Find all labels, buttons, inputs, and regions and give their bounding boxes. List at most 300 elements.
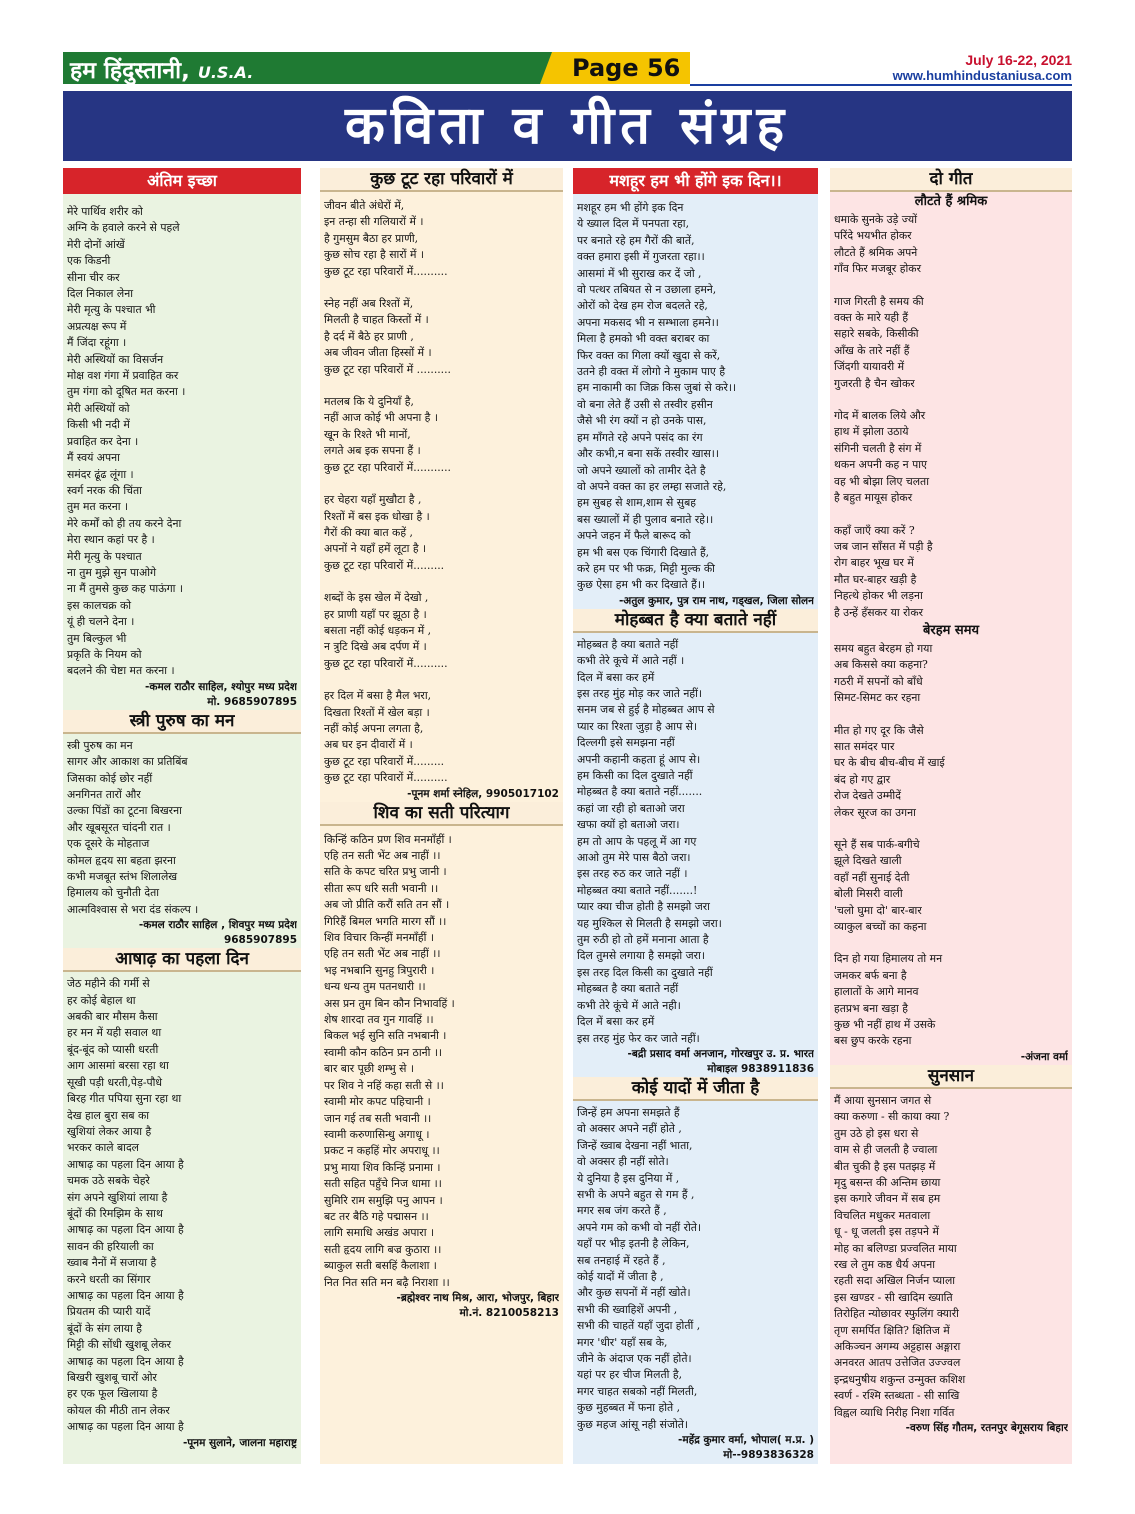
poem-line: लेकर सूरज का उगना <box>834 805 916 819</box>
poem-line: अपनी कहानी कहता हूं आप से। <box>577 752 701 766</box>
poem-line: अनगिनत तारों और <box>67 788 141 801</box>
poem-line: पर शिव ने नहिं कहा सती से ।। <box>324 1078 444 1092</box>
poem-line: बिखरी खुशबू चारों ओर <box>67 1371 157 1384</box>
poem-line: करे हम पर भी फक्र, मिट्टी मुल्क की <box>577 561 715 575</box>
poem-line: स्वर्ण - रश्मि स्तब्धता - सी साखि <box>834 1389 960 1403</box>
poem-line: उतने ही वक्त में लोगो ने मुकाम पाए है <box>577 365 726 379</box>
poem-line: न त्रुटि दिखे अब दर्पण में । <box>324 640 427 654</box>
poem-line: इस कालचक्र को <box>67 598 132 612</box>
poem-line: स्वामी मोर कपट पहिचानी । <box>324 1095 431 1109</box>
poem-line: मोहब्बत है क्या बताते नहीं <box>577 982 679 996</box>
poem-line: अपने गम को कभी वो नहीं रोते। <box>577 1220 702 1234</box>
poem-line: कुछ टूट रहा परिवारों में......... <box>324 558 445 572</box>
poem-line: कुछ टूट रहा परिवारों में.......... <box>324 656 448 670</box>
poem-line: प्यार क्या चीज होती है समझो जरा <box>577 900 710 914</box>
poem-line: अग्नि के हवाले करने से पहले <box>67 221 180 235</box>
poem-line: अब किससे क्या कहना? <box>834 658 928 672</box>
poem-line: स्वामी कौन कठिन प्रन ठानी ।। <box>324 1045 443 1059</box>
poem-line: प्रभु माया शिव किन्हिं प्रनामा । <box>324 1160 441 1174</box>
poem-body <box>67 204 297 680</box>
poem-line: इस तरह रुठ कर जाते नहीं । <box>577 867 688 881</box>
poem-line: इस कगारे जीवन में सब हम <box>834 1192 941 1206</box>
poem-line: विह्वल व्याधि निरीह निशा गर्वित <box>834 1405 955 1419</box>
section-title: दो गीत <box>830 168 1072 192</box>
poem-line: तुम बिल्कुल भी <box>67 631 127 645</box>
poem-line: सूखी पड़ी धरती,पेड़-पौधे <box>67 1075 163 1089</box>
poem-line: दिल में बसा कर हमें <box>577 1015 655 1029</box>
poem-line: खुशियां लेकर आया है <box>67 1124 152 1138</box>
poem-line: शेष शारदा तव गुन गावहिं ।। <box>324 1013 434 1027</box>
poem-line: इस खण्डर - सी खादिम ख्याति <box>834 1290 953 1304</box>
poem-line: हम किसी का दिल दुखाते नहीं <box>577 769 693 782</box>
poem-line: गिरिहैं बिमल भगति मारग सौं ।। <box>324 914 447 928</box>
poem-line: मैं आया सुनसान जगत से <box>834 1093 932 1107</box>
poem-line: एक दूसरे के मोहताज <box>67 837 150 851</box>
poem-line: हाथ में झोला उठाये <box>834 425 909 439</box>
poem-line: जान गई तब सती भवानी ।। <box>324 1111 432 1125</box>
poem-line: यूं ही चलने देना । <box>67 615 135 629</box>
poem-line: कहाँ जाएँ क्या करें ? <box>834 523 915 537</box>
poem-line: कुछ टूट रहा परिवारों में .......... <box>324 362 451 376</box>
poem-line: सती हृदय लागि बज्र कुठारा ।। <box>324 1242 442 1256</box>
poem-line: सभी के अपने बहुत से गम हैं , <box>577 1187 695 1201</box>
poem-line: हतप्रभ बना खड़ा है <box>834 1001 909 1015</box>
poem-line: और कुछ सपनों में नहीं खोते। <box>577 1286 691 1300</box>
poem-line: स्वर्ग नरक की चिंता <box>67 483 142 497</box>
section-banner: कविता व गीत संग्रह <box>63 91 1072 161</box>
column-1 <box>63 168 301 1464</box>
poem-credit: -महेंद्र कुमार वर्मा, भोपाल( म.प्र. ) <box>678 1434 814 1447</box>
poem-line: वाम से ही जलती है ज्वाला <box>834 1143 938 1157</box>
poem-body <box>577 1105 814 1433</box>
poem-title: मशहूर हम भी होंगे इक दिन।। <box>573 168 818 194</box>
poem-line: परिंदे भयभीत होकर <box>834 229 912 243</box>
poem-phone: 9685907895 <box>223 934 297 947</box>
poem-line: मगर चाहत सबको नहीं मिलती, <box>577 1384 698 1398</box>
poem-line: हर एक फूल खिलाया है <box>67 1387 158 1401</box>
poem-line: एहि तन सती भेंट अब नाहीं ।। <box>324 947 441 961</box>
poem-line: कुछ सोच रहा है सारों में । <box>324 248 424 262</box>
poem-body <box>834 212 1068 621</box>
poem-line: वक्त हमारा इसी में गुजरता रहा।। <box>577 250 705 264</box>
poem-line: सागर और आकाश का प्रतिबिंब <box>67 755 188 769</box>
poem-line: शब्दों के इस खेल में देखो , <box>324 591 429 605</box>
poem-line: लागि समाधि अखंड अपारा । <box>324 1226 435 1240</box>
poem-line: यहाँ पर भीड़ इतनी है लेकिन, <box>577 1237 690 1251</box>
poem-line: इस तरह मुंह मोड़ कर जाते नहीं। <box>577 686 702 700</box>
poem-line: ये दुनिया है इस दुनिया में , <box>577 1171 680 1185</box>
poem-line: धमाके सुनके उड़े ज्यों <box>834 213 917 226</box>
poem-line: समंदर ढूंढ लूंगा । <box>67 467 134 481</box>
poem-line: है दर्द में बैठे हर प्राणी , <box>324 329 414 343</box>
poem-line: वो अपने वक्त का हर लम्हा सजाते रहे, <box>577 479 727 493</box>
poem-line: निहत्थे होकर भी लड़ना <box>834 589 923 603</box>
poem-line: समय बहुत बेरहम हो गया <box>834 641 933 655</box>
poem-line: मोहब्बत है क्या बताते नहीं....... <box>577 785 703 799</box>
poem-line: जब जान साँसत में पड़ी है <box>834 539 933 553</box>
column-2 <box>320 168 563 1464</box>
poem-title: सुनसान <box>830 1065 1072 1089</box>
poem-line: खफा क्यों हो बताओ जरा। <box>577 818 680 832</box>
poem-line: सुमिरि राम समुझि पनु आपन । <box>324 1193 443 1207</box>
poem-line: किसी भी नदी में <box>67 418 130 432</box>
poem-line: है बहुत मायूस होकर <box>834 491 913 505</box>
poem-line: सभी की चाहतें यहाँ जुदा होतीं , <box>577 1319 701 1333</box>
poem-line: अप्रत्यक्ष रूप में <box>67 319 127 333</box>
poem-line: भइ नभबानि सुनहु त्रिपुरारी । <box>324 963 435 977</box>
poem-line: मेरी मृत्यु के पश्चात <box>67 549 142 563</box>
poem-line: आग आसमां बरसा रहा था <box>67 1059 169 1073</box>
poem-title: स्त्री पुरुष का मन <box>63 710 301 734</box>
poem-line: कोयल की मीठी तान लेकर <box>67 1403 170 1417</box>
poem-line: लगते अब इक सपना हैं । <box>324 444 421 458</box>
poem-line: अब जीवन जीता हिस्सों में । <box>324 346 432 360</box>
poem-body <box>834 641 1068 1050</box>
stanza-gap <box>324 574 559 590</box>
poem-line: दिल तुमसे लगाया है समझो जरा। <box>577 949 705 963</box>
poem-line: चमक उठे सबके चेहरे <box>67 1174 150 1188</box>
poem-title: कुछ टूट रहा परिवारों में <box>320 168 563 192</box>
poem-line: और खूबसूरत चांदनी रात । <box>67 820 171 834</box>
poem-line: सीना चीर कर <box>67 270 120 284</box>
poem-line: मेरी दोनों आंखें <box>67 237 125 251</box>
poem-line: प्रवाहित कर देना । <box>67 434 139 448</box>
poem-line: तृण समर्पित क्षिति? क्षितिज में <box>834 1323 950 1337</box>
poem-line: प्यार का रिश्ता जुड़ा है आप से। <box>577 719 698 733</box>
poem-line: सूने हैं सब पार्क-बगीचे <box>834 838 920 851</box>
poem-line: ओरों को देख हम रोज बदलते रहे, <box>577 299 708 313</box>
poem-line: इस तरह मुंह फेर कर जाते नहीं। <box>577 1031 700 1045</box>
poem-line: गाँव फिर मजबूर होकर <box>834 262 921 276</box>
poem-body <box>324 198 559 787</box>
poem-line: रोज देखते उम्मीदें <box>834 789 901 803</box>
poem-line: अबकी बार मौसम कैसा <box>67 1010 158 1024</box>
poem-credit: -अंजना वर्मा <box>1020 1050 1068 1063</box>
poem-body <box>577 200 814 594</box>
poem-line: वो अक्सर अपने नहीं होते , <box>577 1122 682 1136</box>
poem-line: रोग बाहर भूख घर में <box>834 556 914 570</box>
poem-line: इन्द्रधनुषीय शकुन्त उन्मुक्त कशिश <box>834 1372 966 1386</box>
poem-line: मेरा स्थान कहां पर है । <box>67 533 155 547</box>
poem-line: मोहब्बत है क्या बताते नहीं <box>577 637 679 651</box>
poem-line: आसमां में भी सुराख कर दें जो , <box>577 266 702 280</box>
poem-line: बसता नहीं कोई धड़कन में , <box>324 623 432 637</box>
poem-line: लौटते हैं श्रमिक अपने <box>834 245 918 259</box>
poem-line: जीने के अंदाज एक नहीं होते। <box>577 1352 692 1365</box>
poem-line: अब घर इन दीवारों में । <box>324 738 413 752</box>
poem-line: सावन की हरियाली का <box>67 1239 154 1253</box>
poem-line: अनवरत आतप उत्तेजित उज्ज्वल <box>834 1356 961 1370</box>
column-3 <box>573 168 818 1464</box>
poem-title: आषाढ़ का पहला दिन <box>63 948 301 972</box>
poem-line: रहती सदा अखिल निर्जन प्याला <box>834 1274 956 1288</box>
poem-line: स्नेह नहीं अब रिश्तों में, <box>324 297 414 311</box>
poem-line: कभी तेरे कूचे में आते नहीं । <box>577 654 685 668</box>
poem-line: स्वामी करुणासिन्धु अगाधू । <box>324 1127 430 1141</box>
stanza-gap <box>834 392 1068 408</box>
poem-line: हर प्राणी यहाँ पर झूठा है । <box>324 607 427 621</box>
poem-line: करने धरती का सिंगार <box>67 1272 151 1286</box>
poem-line: गुजरती है चैन खोकर <box>834 376 915 390</box>
poem-line: मौत घर-बाहर खड़ी है <box>834 572 917 586</box>
poem-line: मेरी अस्थियों का विसर्जन <box>67 352 164 366</box>
poem-line: ख्वाब नैनों में सजाया है <box>67 1256 157 1270</box>
poem-line: नहीं कोई अपना लगता है, <box>324 721 424 735</box>
poem-body <box>67 738 297 918</box>
poem-line: व्याकुल बच्चों का कहना <box>834 920 927 934</box>
poem-line: आषाढ़ का पहला दिन आया है <box>67 1157 184 1171</box>
poem-line: झूले दिखते खाली <box>834 854 902 868</box>
poem-line: हालातों के आगे मानव <box>834 985 919 999</box>
poem-line: सीता रूप धरि सती भवानी ।। <box>324 881 439 895</box>
poem-line: फिर वक्त का गिला क्यों खुदा से करें, <box>577 348 721 362</box>
poem-line: बिकल भई सुनि सति नभबानी । <box>324 1029 447 1043</box>
stanza-gap <box>834 278 1068 294</box>
poem-line: भरकर काले बादल <box>67 1141 140 1155</box>
poem-body <box>324 832 559 1291</box>
poem-line: बार बार पूछी शम्भु से । <box>324 1062 414 1076</box>
poem-line: थकन अपनी कह न पाए <box>834 458 927 472</box>
stanza-gap <box>324 476 559 492</box>
poem-line: एक किडनी <box>67 254 111 268</box>
poem-line: हर कोई बेहाल था <box>67 993 136 1007</box>
poem-line: मशहूर हम भी होंगे इक दिन <box>577 201 684 214</box>
poem-phone: मो.नं. 8210058213 <box>459 1306 559 1319</box>
poem-title: बेरहम समय <box>922 622 980 638</box>
website-link[interactable]: www.humhindustaniusa.com <box>892 68 1072 83</box>
poem-line: संगिनी चलती है संग में <box>834 441 922 455</box>
poem-line: रिश्तों में बस इक धोखा है । <box>324 509 430 523</box>
stanza-gap <box>834 707 1068 723</box>
poem-line: तुम गंगा को दूषित मत करना । <box>67 385 186 399</box>
poem-line: तुम उठे हो इस धरा से <box>834 1126 919 1140</box>
poem-line: तुम रुठी हो तो हमें मनाना आता है <box>577 933 709 947</box>
poem-line: मेरे कर्मों को ही तय करने देना <box>67 516 182 530</box>
poem-title: कोई यादों में जीता है <box>573 1077 818 1101</box>
poem-line: कुछ टूट रहा परिवारों में......... <box>324 754 445 768</box>
poem-line: रख ले तुम कष्ठ धैर्य अपना <box>834 1257 936 1271</box>
poem-phone: मो. 9685907895 <box>207 695 297 708</box>
poem-line: आषाढ़ का पहला दिन आया है <box>67 1354 184 1368</box>
poem-phone: मोबाइल 9838911836 <box>707 1062 814 1075</box>
poem-line: धन्य धन्य तुम पतनधारी ।। <box>324 980 426 994</box>
poem-line: मगर 'धीर' यहाँ सब के, <box>577 1335 668 1349</box>
poem-line: आषाढ़ का पहला दिन आया है <box>67 1288 184 1302</box>
poem-body <box>67 976 297 1435</box>
poem-credit: -ब्रह्मेश्वर नाथ मिश्र, आरा, भोजपुर, बिहार <box>396 1291 559 1304</box>
poem-line: कुछ ऐसा हम भी कर दिखाते हैं।। <box>577 578 706 592</box>
poem-line: सिमट-सिमट कर रहना <box>834 691 921 705</box>
poem-line: तिरोहित न्योछावर स्फुलिंग क्यारी <box>834 1307 959 1321</box>
brand-name: हम हिंदुस्तानी, <box>70 58 190 84</box>
stanza-gap <box>324 672 559 688</box>
poem-line: मोक्ष वश गंगा में प्रवाहित कर <box>67 369 179 383</box>
poem-credit: -कमल राठौर साहिल , शिवपुर मध्य प्रदेश <box>138 919 297 932</box>
poem-line: आषाढ़ का पहला दिन आया है <box>67 1420 184 1434</box>
poem-line: देख हाल बुरा सब का <box>67 1108 150 1122</box>
poem-line: मृदु बसन्त की अन्तिम छाया <box>834 1175 941 1189</box>
poem-line: हिमालय को चुनौती देता <box>67 886 160 900</box>
poem-line: सात समंदर पार <box>834 739 895 753</box>
poem-line: क्या करुणा - सी काया क्या ? <box>834 1110 950 1124</box>
poem-line: जिंदगी यायावरी में <box>834 360 905 374</box>
poem-line: जिन्हें ख्वाब देखना नहीं भाता, <box>577 1138 693 1152</box>
poem-line: जिन्हें हम अपना समझते हैं <box>577 1105 680 1119</box>
poem-line: है उन्हें हँसकर या रोकर <box>834 605 924 619</box>
poem-line: आओ तुम मेरे पास बैठो जरा। <box>577 851 691 865</box>
poem-line: बंद हो गए द्वार <box>834 772 891 786</box>
poem-line: जिसका कोई छोर नहीं <box>67 771 153 785</box>
poem-line: मेरी अस्थियों को <box>67 401 130 415</box>
poem-line: सब तनहाई में रहते हैं , <box>577 1253 666 1267</box>
poem-credit: -बद्री प्रसाद वर्मा अनजान, गोरखपुर उ. प्र. भारत <box>627 1047 814 1060</box>
poem-line: विचलित मधुकर मतवाला <box>834 1208 931 1222</box>
poem-line: एहि तन सती भेंट अब नाहीं ।। <box>324 849 441 862</box>
poem-line: अपना मकसद भी न सम्भाला हमने।। <box>577 315 719 329</box>
poem-line: हम भी बस एक चिंगारी दिखाते हैं, <box>577 545 710 559</box>
poem-line: दिखता रिश्तों में खेल बड़ा । <box>324 705 430 719</box>
poem-line: हम तो आप के पहलू में आ गए <box>577 834 697 848</box>
poem-line: वो बना लेते हैं उसी से तस्वीर हसीन <box>577 397 713 411</box>
poem-line: दिल में बसा कर हमें <box>577 670 655 684</box>
poem-line: बोली मिसरी वाली <box>834 887 903 901</box>
poem-line: अब जो प्रीति करौं सति तन सौं । <box>324 898 450 912</box>
poem-line: वो अक्सर ही नहीं सोते। <box>577 1155 669 1169</box>
poem-line: हम माँगते रहे अपने पसंद का रंग <box>577 430 703 444</box>
poem-line: गठरी में सपनों को बाँधे <box>834 674 923 688</box>
poem-line: हर चेहरा यहाँ मुखौटा है , <box>324 493 422 507</box>
poem-credit: -पूनम शर्मा स्नेहिल, 9905017102 <box>407 787 559 800</box>
stanza-gap <box>324 378 559 394</box>
poem-line: दिन हो गया हिमालय तो मन <box>834 952 943 966</box>
poem-line: कुछ टूट रहा परिवारों में........... <box>324 460 451 474</box>
poem-line: प्रकृति के नियम को <box>67 647 142 661</box>
poem-line: कहां जा रही हो बताओ जरा <box>577 801 685 815</box>
poem-line: कुछ मुहब्बत में फना होते , <box>577 1401 681 1415</box>
header-rule <box>690 84 1072 86</box>
poem-line: तुम मत करना । <box>67 500 129 514</box>
poem-line: दिल्लगी इसे समझना नहीं <box>577 736 675 750</box>
poem-line: वहाँ नहीं सुनाई देती <box>834 870 910 884</box>
poem-body <box>834 1093 1068 1421</box>
poem-line: पर बनाते रहे हम गैरों की बातें, <box>577 233 695 247</box>
poem-line: नित नित सति मन बढ़ै निराशा ।। <box>324 1275 450 1289</box>
poem-line: शिव विचार किन्हीं मनमाँहीं । <box>324 931 434 945</box>
poem-line: मैं स्वयं अपना <box>67 451 120 465</box>
poem-line: सहारे सबके, किसीकी <box>834 327 919 341</box>
poem-line: सती सहित पहुँचे निज धामा ।। <box>324 1177 442 1191</box>
poem-line: प्रकट न कहहिं मोर अपराधू ।। <box>324 1144 440 1158</box>
poem-line: ये ख्याल दिल में पनपता रहा, <box>577 217 690 231</box>
poem-line: उल्का पिंडों का टूटना बिखरना <box>67 804 182 818</box>
poem-line: कोमल हृदय सा बहता झरना <box>67 853 176 867</box>
poem-line: आषाढ़ का पहला दिन आया है <box>67 1223 184 1237</box>
poem-line: ब्याकुल सती बसहिं कैलाशा । <box>324 1259 437 1273</box>
poem-body <box>577 637 814 1047</box>
brand-suffix: U.S.A. <box>197 63 254 82</box>
poem-line: मोह का बलिण्डा प्रज्वलित माया <box>834 1241 957 1255</box>
poem-credit: -वरुण सिंह गौतम, रतनपुर बेगूसराय बिहार <box>905 1422 1068 1434</box>
poem-line: दिल निकाल लेना <box>67 287 134 301</box>
poem-line: मीत हो गए दूर कि जैसे <box>834 723 924 737</box>
poem-line: बूंद-बूंद को प्यासी धरती <box>67 1042 159 1056</box>
poem-line: वह भी बोझा लिए चलता <box>834 474 929 488</box>
poem-line: गैरों की क्या बात कहें , <box>324 525 413 539</box>
poem-line: अपने जहन में फैले बारूद को <box>577 529 691 543</box>
poem-line: गोद में बालक लिये और <box>834 409 926 423</box>
column-4 <box>830 168 1072 1464</box>
poem-line: बस ख्यालों में ही पुलाव बनाते रहे।। <box>577 512 714 526</box>
poem-line: यहां पर हर चीज मिलती है, <box>577 1368 683 1382</box>
poem-line: 'चलो घुमा दो' बार-बार <box>834 903 922 917</box>
poem-title: अंतिम इच्छा <box>63 168 301 194</box>
poem-line: संग अपने खुशियां लाया है <box>67 1190 168 1204</box>
poem-line: हर दिल में बसा है मैल भरा, <box>324 689 432 703</box>
poem-line: जो अपने ख्यालों को तामीर देते है <box>577 463 706 477</box>
poem-line: मिट्टी की सोंधी खुशबू लेकर <box>67 1338 172 1352</box>
poem-phone: मो--9893836328 <box>723 1449 814 1462</box>
poem-line: खून के रिश्ते भी मानों, <box>324 427 411 441</box>
poem-title: शिव का सती परित्याग <box>320 802 563 826</box>
stanza-gap <box>324 280 559 296</box>
poem-line: ना मैं तुमसे कुछ कह पाऊंगा । <box>67 582 184 596</box>
poem-line: इन तन्हा सी गलियारों में । <box>324 215 424 229</box>
poem-line: बीत चुकी है इस पतझड़ में <box>834 1159 936 1173</box>
poem-title: लौटते हैं श्रमिक <box>914 194 988 209</box>
poem-line: वक्त के मारे यही हैं <box>834 311 909 325</box>
poem-line: अस प्रन तुम बिन कौन निभावहिं । <box>324 996 455 1010</box>
poem-line: कुछ भी नहीं हाथ में उसके <box>834 1018 936 1032</box>
poem-line: आँख के तारे नहीं हैं <box>834 343 910 357</box>
poem-line: बस छुप करके रहना <box>834 1034 912 1048</box>
poem-line: मिला है हमको भी वक्त बराबर का <box>577 332 710 346</box>
poem-line: अकिञ्चन अगम्य अट्टहास अङ्गारा <box>834 1339 961 1353</box>
poem-line: मैं जिंदा रहूंगा । <box>67 336 127 350</box>
poem-line: इस तरह दिल किसी का दुखाते नहीं <box>577 965 713 979</box>
poem-line: घर के बीच बीच-बीच में खाई <box>834 756 945 770</box>
poem-line: बट तर बैठि गहे पद्मासन ।। <box>324 1209 429 1223</box>
poem-line: मतलब कि ये दुनियाँ है, <box>324 395 414 409</box>
poem-credit: -कमल राठौर साहिल, श्योपुर मध्य प्रदेश <box>145 680 297 693</box>
poem-credit: -पूनम सुलाने, जालना महाराष्ट्र <box>182 1436 297 1449</box>
poem-line: सभी की ख्वाहिशें अपनी , <box>577 1302 678 1316</box>
poem-line: धू - धू जलती इस तड़पने में <box>834 1225 939 1239</box>
poem-line: मोहब्बत क्या बताते नहीं.......! <box>577 883 698 897</box>
poem-line: मिलती है चाहत किस्तों में । <box>324 313 429 327</box>
poem-line: मगर सब जंग करते हैं , <box>577 1204 667 1218</box>
poem-line: कुछ टूट रहा परिवारों में.......... <box>324 264 448 278</box>
poem-line: बिरह गीत पपिया सुना रहा था <box>67 1092 182 1106</box>
poem-line: बूंदों के संग लाया है <box>67 1321 142 1335</box>
poem-line: कोई यादों में जीता है , <box>577 1269 664 1283</box>
poem-line: कुछ महज आंसू नही संजोते। <box>577 1417 688 1431</box>
poem-line: वो पत्थर तबियत से न उछाला हमने, <box>577 283 717 297</box>
poem-line: बूंदों की रिमझिम के साथ <box>67 1206 163 1220</box>
poem-line: ना तुम मुझे सुन पाओगे <box>67 565 157 579</box>
poem-line: आत्मविश्वास से भरा दंड संकल्प । <box>67 902 199 916</box>
poem-line: हर मन में यही सवाल था <box>67 1026 162 1040</box>
poem-line: गाज गिरती है समय की <box>834 294 924 308</box>
poem-line: यह मुश्किल से मिलती है समझो जरा। <box>577 916 722 930</box>
poem-line: कभी तेरे कूंचे में आते नही। <box>577 998 681 1012</box>
poem-line: मेरे पार्थिव शरीर को <box>67 205 143 218</box>
page-number: Page 56 <box>572 54 681 82</box>
poem-line: हम सुबह से शाम,शाम से सुबह <box>577 496 696 510</box>
poem-line: सति के कपट चरित प्रभु जानी । <box>324 865 447 879</box>
poem-line: जमकर बर्फ बना है <box>834 968 907 982</box>
stanza-gap <box>834 935 1068 951</box>
poem-line: है गुमसुम बैठा हर प्राणी, <box>324 231 419 245</box>
